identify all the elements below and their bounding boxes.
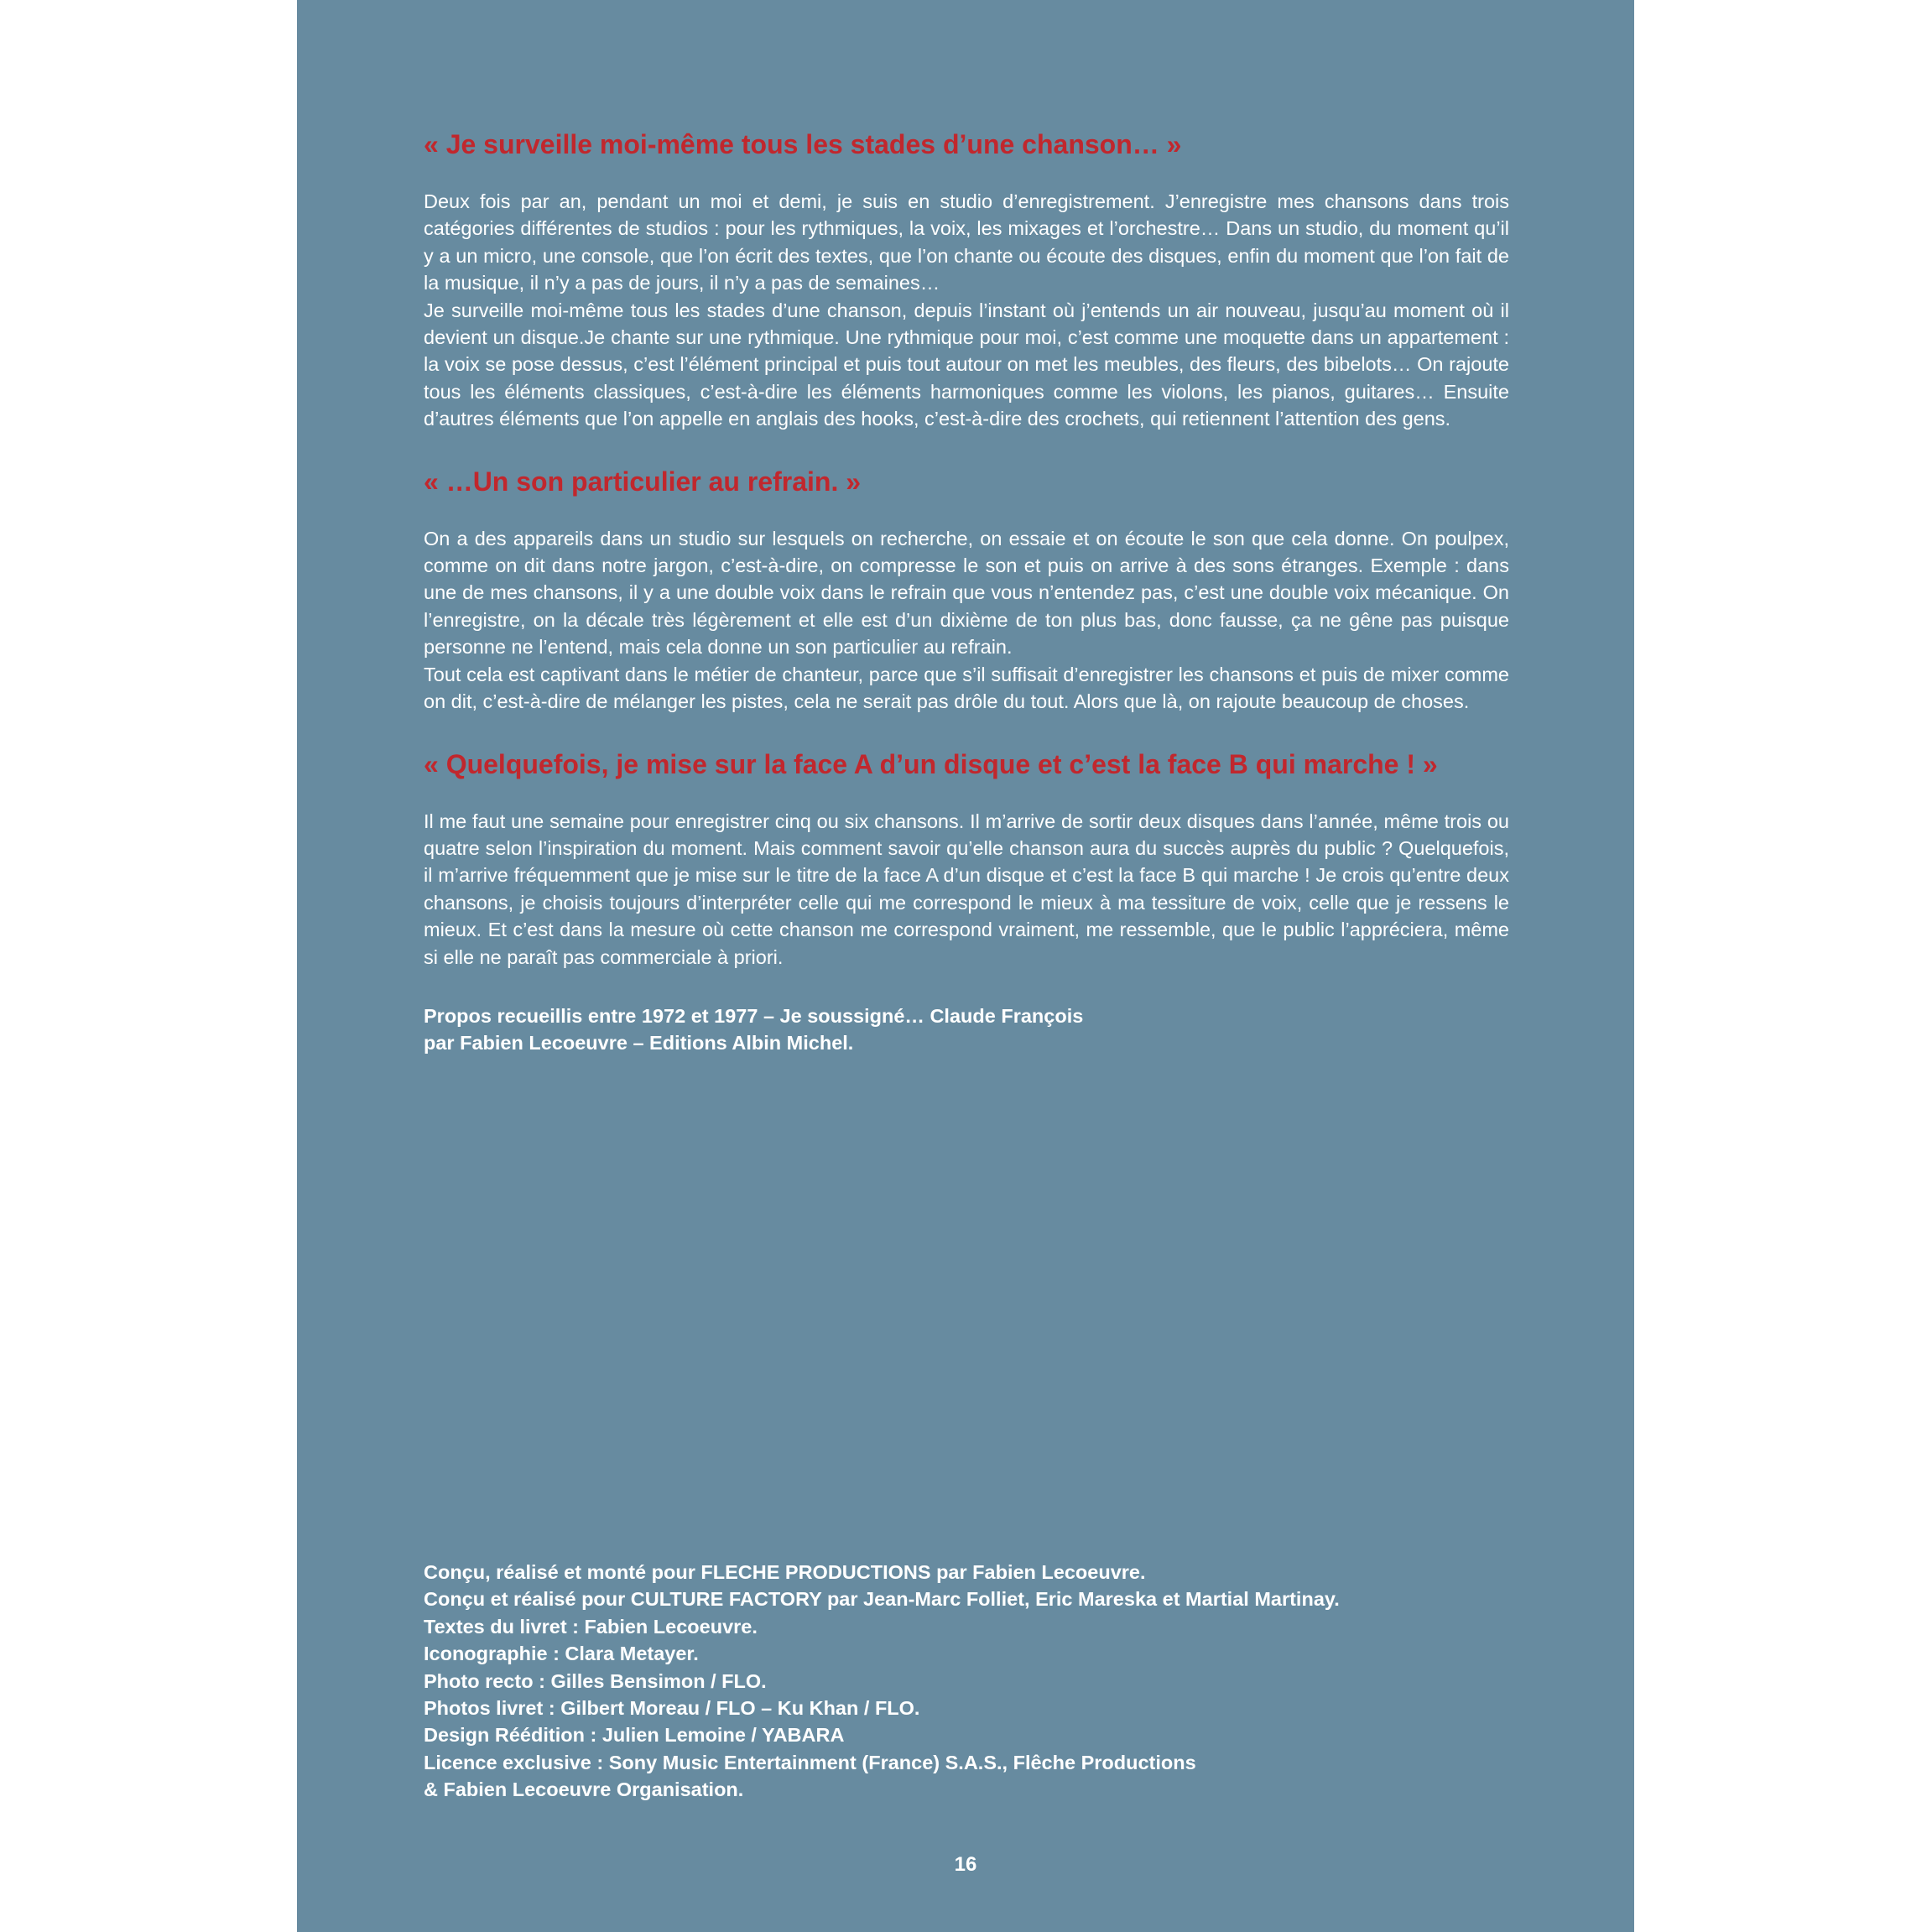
source-line: par Fabien Lecoeuvre – Editions Albin Michel.	[424, 1032, 854, 1055]
section-heading: « Je surveille moi-même tous les stades d’une chanson… »	[424, 129, 1182, 159]
credit-line: Iconographie : Clara Metayer.	[424, 1643, 699, 1665]
source-line: Propos recueillis entre 1972 et 1977 – Je soussigné… Claude François	[424, 1004, 1084, 1027]
credit-line: Textes du livret : Fabien Lecoeuvre.	[424, 1615, 758, 1638]
credits-block	[424, 1559, 1509, 1804]
paragraph: Tout cela est captivant dans le métier de chanteur, parce que s’il suffisait d’enregistrer les chansons et puis de mixer comme on dit, c’est-à-dire de mélanger les pistes, cela ne serait pas drôle du tout. Alors que là, on rajoute beaucoup de choses.	[424, 663, 1509, 713]
paragraph: Je surveille moi-même tous les stades d’une chanson, depuis l’instant où j’entends un air nouveau, jusqu’au moment où il devient un disque.Je chante sur une rythmique. Une rythmique pour moi, c’est comme une moquette dans un appartement : la voix se pose dessus, c’est l’élément principal et puis tout autour on met les meubles, des fleurs, des bibelots… On rajoute tous les éléments classiques, c’est-à-dire les éléments harmoniques comme les violons, les pianos, guitares… Ensuite d’autres éléments que l’on appelle en anglais des hooks, c’est-à-dire des crochets, qui retiennent l’attention des gens.	[424, 299, 1509, 430]
credit-line: Licence exclusive : Sony Music Entertainment (France) S.A.S., Flêche Productions	[424, 1751, 1196, 1773]
source-citation	[424, 1002, 1509, 1057]
credit-line: Photos livret : Gilbert Moreau / FLO – Ku Khan / FLO.	[424, 1697, 920, 1720]
credit-line: Conçu, réalisé et monté pour FLECHE PRODUCTIONS par Fabien Lecoeuvre.	[424, 1561, 1146, 1583]
paragraph: Il me faut une semaine pour enregistrer cinq ou six chansons. Il m’arrive de sortir deux disques dans l’année, même trois ou quatre selon l’inspiration du moment. Mais comment savoir qu’elle chanson aura du succès auprès du public ? Quelquefois, il m’arrive fréquemment que je mise sur le titre de la face A d’un disque et c’est la face B qui marche ! Je crois qu’entre deux chansons, je choisis toujours d’interpréter celle qui me correspond le mieux à ma tessiture de voix, celle que je ressens le mieux. Et c’est dans la mesure où cette chanson me correspond vraiment, me ressemble, que le public l’appréciera, même si elle ne paraît pas commerciale à priori.	[424, 810, 1509, 968]
credit-line: & Fabien Lecoeuvre Organisation.	[424, 1778, 744, 1801]
credit-line: Conçu et réalisé pour CULTURE FACTORY par Jean-Marc Folliet, Eric Mareska et Martial Martinay.	[424, 1588, 1340, 1611]
paragraph: On a des appareils dans un studio sur lesquels on recherche, on essaie et on écoute le son que cela donne. On poulpex, comme on dit dans notre jargon, c’est-à-dire, on compresse le son et puis on arrive à des sons étranges. Exemple : dans une de mes chansons, il y a une double voix dans le refrain que vous n’entendez pas, c’est une double voix mécanique. On l’enregistre, on la décale très légèrement et elle est d’un dixième de ton plus bas, donc fausse, ça ne gêne pas puisque personne ne l’entend, mais cela donne un son particulier au refrain.	[424, 527, 1509, 659]
section-studio	[424, 128, 1509, 433]
paragraph: Deux fois par an, pendant un moi et demi, je suis en studio d’enregistrement. J’enregistre mes chansons dans trois catégories différentes de studios : pour les rythmiques, la voix, les mixages et l’orchestre… Dans un studio, du moment qu’il y a un micro, une console, que l’on écrit des textes, que l’on chante ou écoute des disques, enfin du moment que l’on fait de la musique, il n’y a pas de jours, il n’y a pas de semaines…	[424, 190, 1509, 294]
booklet-page	[297, 0, 1634, 1932]
article	[424, 128, 1509, 1057]
section-face-b	[424, 747, 1509, 971]
credit-line: Design Réédition : Julien Lemoine / YABARA	[424, 1724, 845, 1747]
section-heading: « Quelquefois, je mise sur la face A d’un disque et c’est la face B qui marche ! »	[424, 748, 1438, 779]
section-heading: « …Un son particulier au refrain. »	[424, 466, 862, 497]
section-refrain	[424, 465, 1509, 716]
credit-line: Photo recto : Gilles Bensimon / FLO.	[424, 1669, 767, 1692]
page-number: 16	[954, 1853, 977, 1876]
